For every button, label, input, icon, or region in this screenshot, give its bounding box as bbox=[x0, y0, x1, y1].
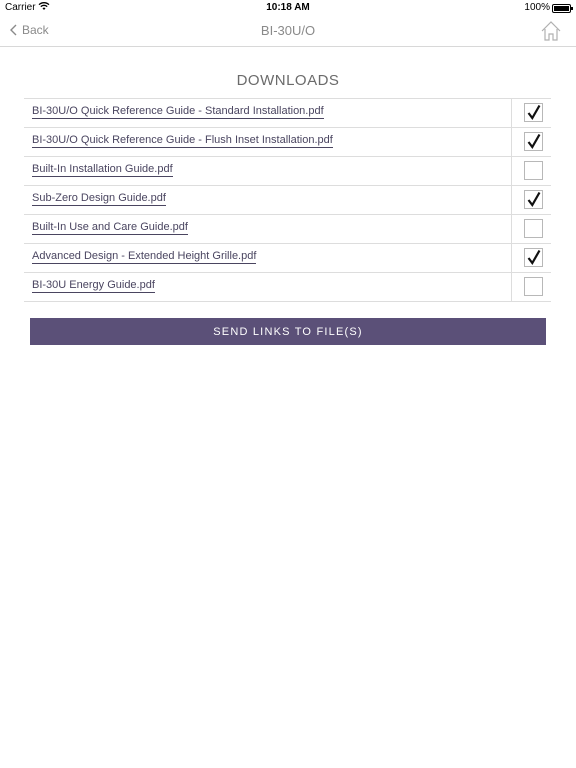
file-checkbox[interactable] bbox=[524, 219, 543, 238]
file-link[interactable]: Sub-Zero Design Guide.pdf bbox=[32, 192, 166, 204]
file-checkbox[interactable] bbox=[524, 132, 543, 151]
page-title: BI-30U/O bbox=[260, 23, 316, 38]
download-row bbox=[24, 273, 551, 302]
file-link[interactable]: BI-30U/O Quick Reference Guide - Standard Installation.pdf bbox=[32, 105, 324, 117]
file-checkbox[interactable] bbox=[524, 190, 543, 209]
file-checkbox[interactable] bbox=[524, 277, 543, 296]
file-checkbox[interactable] bbox=[524, 161, 543, 180]
cell-divider bbox=[511, 128, 512, 156]
battery-icon bbox=[552, 4, 571, 13]
download-row bbox=[24, 157, 551, 186]
checkmark-icon bbox=[526, 104, 542, 121]
checkmark-icon bbox=[526, 133, 542, 150]
file-link[interactable]: BI-30U Energy Guide.pdf bbox=[32, 279, 155, 291]
cell-divider bbox=[511, 273, 512, 301]
file-link[interactable]: Built-In Use and Care Guide.pdf bbox=[32, 221, 188, 233]
file-link[interactable]: BI-30U/O Quick Reference Guide - Flush Inset Installation.pdf bbox=[32, 134, 333, 146]
cell-divider bbox=[511, 215, 512, 243]
back-label: Back bbox=[22, 23, 49, 37]
cell-divider bbox=[511, 244, 512, 272]
cell-divider bbox=[511, 99, 512, 127]
downloads-table bbox=[24, 98, 551, 302]
status-bar bbox=[0, 0, 576, 16]
download-row bbox=[24, 215, 551, 244]
download-row bbox=[24, 186, 551, 215]
checkmark-icon bbox=[526, 249, 542, 266]
status-time: 10:18 AM bbox=[266, 2, 310, 13]
download-row bbox=[24, 128, 551, 157]
downloads-title: DOWNLOADS bbox=[236, 72, 340, 89]
nav-bar bbox=[0, 16, 576, 47]
file-link[interactable]: Advanced Design - Extended Height Grille.pdf bbox=[32, 250, 257, 262]
send-links-button[interactable]: SEND LINKS TO FILE(S) bbox=[30, 318, 546, 345]
cell-divider bbox=[511, 157, 512, 185]
download-row bbox=[24, 244, 551, 273]
home-icon bbox=[540, 20, 562, 42]
cell-divider bbox=[511, 186, 512, 214]
home-button[interactable] bbox=[540, 20, 562, 42]
battery-percent: 100% bbox=[524, 2, 550, 13]
file-checkbox[interactable] bbox=[524, 248, 543, 267]
carrier-label: Carrier bbox=[5, 2, 36, 13]
download-row bbox=[24, 99, 551, 128]
file-link[interactable]: Built-In Installation Guide.pdf bbox=[32, 163, 173, 175]
file-checkbox[interactable] bbox=[524, 103, 543, 122]
checkmark-icon bbox=[526, 191, 542, 208]
